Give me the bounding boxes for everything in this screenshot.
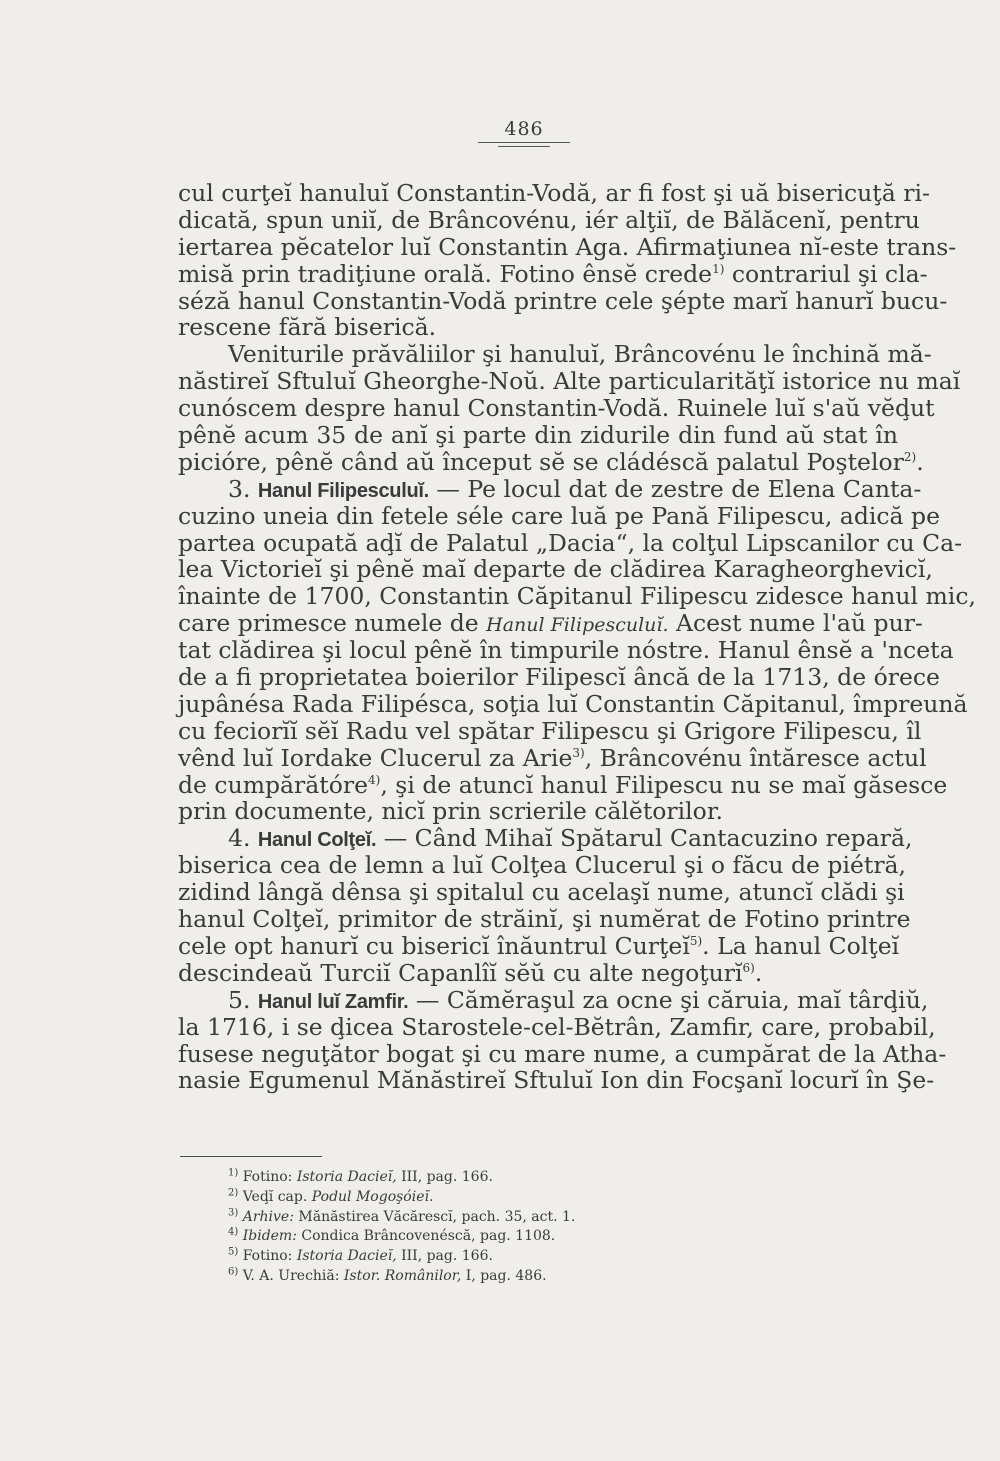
page-number-rule-short xyxy=(498,146,550,147)
footnote-number: 5) xyxy=(228,1246,239,1258)
text-line: fusese neguţător bogat şi cu mare nume, a cumpărat de la Atha- xyxy=(178,1039,947,1068)
text-line: jupânésa Rada Filipésca, soţia luĭ Constantin Căpitanul, împreună xyxy=(178,689,968,718)
text-line xyxy=(178,609,923,638)
footnote-title: Podul Mogoşóieĭ. xyxy=(311,1188,434,1205)
text-segment: — Cămĕraşul za ocne şi căruia, maĭ târḑiŭ, xyxy=(408,985,929,1014)
text-segment: contrariul şi cla- xyxy=(724,259,928,288)
section-heading: Hanul Filipesculuĭ. xyxy=(257,479,429,502)
text-segment: care primesce numele de xyxy=(178,609,487,638)
footnote-rule xyxy=(180,1156,322,1157)
footnote-text: Condica Brâncovenéscă, pag. 1108. xyxy=(296,1228,556,1245)
text-line: cul curţeĭ hanuluĭ Constantin-Vodă, ar fi fost şi uă bisericuţă ri- xyxy=(178,179,930,207)
body-text xyxy=(178,179,976,1095)
footnote-ref: 5) xyxy=(689,934,703,949)
footnote-text: Fotino: xyxy=(242,1248,297,1265)
text-segment: . La hanul Colţeĭ xyxy=(702,931,900,960)
footnote-number: 2) xyxy=(228,1187,239,1199)
text-segment: Acest nume l'aŭ pur- xyxy=(668,609,923,638)
footnote-number: 3) xyxy=(228,1206,239,1218)
text-line: năstireĭ Sftuluĭ Gheorghe-Noŭ. Alte particularităţĭ istorice nu maĭ xyxy=(178,367,961,396)
text-segment: descindeaŭ Turciĭ Capanlîĭ sĕŭ cu alte negoţurĭ xyxy=(178,958,743,987)
section-heading-line xyxy=(178,985,929,1014)
text-line: zidind lângă dênsa şi spitalul cu acelaşĭ nume, atuncĭ clădi şi xyxy=(178,878,905,907)
text-line: cu feciorĭĭ sĕĭ Radu vel spătar Filipescu şi Grigore Filipescu, îl xyxy=(178,716,922,745)
text-segment: de cumpărătóre xyxy=(178,770,369,799)
text-line: rescene fără biserică. xyxy=(178,313,437,342)
footnote-text: Fotino: xyxy=(242,1169,297,1185)
footnote-title: Istoria Dacieĭ, xyxy=(296,1248,397,1265)
text-line: iertarea pĕcatelor luĭ Constantin Aga. Afirmaţiunea nĭ-este trans- xyxy=(178,232,957,261)
section-heading-line xyxy=(178,474,922,503)
section-heading-line xyxy=(178,824,913,853)
text-line xyxy=(178,960,898,987)
footnote-title: Ibidem: xyxy=(242,1228,297,1245)
section-number: 4. xyxy=(228,824,251,853)
footnotes xyxy=(228,1168,648,1287)
text-line: prin documente, nicĭ prin scrierile călĕtorilor. xyxy=(178,797,723,826)
text-segment: — Pe locul dat de zestre de Elena Canta- xyxy=(428,474,922,503)
text-line: cuzino uneia din fetele séle care luă pe Pană Filipescu, adică pe xyxy=(178,501,940,530)
footnote-ref: 2) xyxy=(903,450,917,465)
footnote-number: 6) xyxy=(228,1266,239,1278)
text-segment: , Brâncovénu întăresce actul xyxy=(584,743,927,772)
text-segment: picióre, pênĕ când aŭ început sĕ se cládéscă palatul Poştelor xyxy=(178,447,904,476)
footnote xyxy=(228,1267,648,1287)
footnote-text: III, pag. 166. xyxy=(396,1169,493,1185)
text-line xyxy=(178,933,898,960)
footnote-title: Arhive: xyxy=(242,1208,294,1225)
footnote-text: Mănăstirea Văcărescĭ, pach. 35, act. 1. xyxy=(293,1208,576,1225)
italic-title: Hanul Filipesculuĭ. xyxy=(486,614,669,637)
footnote xyxy=(228,1208,648,1228)
text-segment: . xyxy=(916,447,924,476)
text-segment: — Când Mihaĭ Spătarul Cantacuzino repară, xyxy=(376,824,913,853)
text-segment: misă prin tradiţiune orală. Fotino ênsĕ crede xyxy=(178,259,713,288)
text-line: biserica cea de lemn a luĭ Colţea Clucerul şi o făcu de piétră, xyxy=(178,851,907,880)
footnote-text: V. A. Urechiă: xyxy=(242,1267,344,1284)
footnote-ref: 4) xyxy=(368,772,381,787)
footnote-number: 4) xyxy=(228,1226,239,1238)
footnote-ref: 1) xyxy=(712,261,725,276)
text-line: înainte de 1700, Constantin Căpitanul Filipescu zidesce hanul mic, xyxy=(178,582,976,611)
footnote-text: III, pag. 166. xyxy=(396,1248,493,1265)
text-line: de a fi proprietatea boierilor Filipescĭ âncă de la 1713, de órece xyxy=(178,663,940,692)
footnote-text: I, pag. 486. xyxy=(461,1267,547,1284)
text-line: pênĕ acum 35 de anĭ şi parte din zidurile din fund aŭ stat în xyxy=(178,421,898,450)
text-line: Veniturile prăvăliilor şi hanuluĭ, Brâncovénu le închină mă- xyxy=(228,340,932,369)
text-segment: cele opt hanurĭ cu bisericĭ înăuntrul Curţeĭ xyxy=(178,931,690,960)
section-heading: Hanul Colţeĭ. xyxy=(257,829,377,852)
footnote-ref: 6) xyxy=(742,961,755,975)
text-line xyxy=(178,743,927,772)
footnote-ref: 3) xyxy=(572,745,585,760)
text-line: dicată, spun uniĭ, de Brâncovénu, iér alţiĭ, de Bălăcenĭ, pentru xyxy=(178,205,920,234)
text-line xyxy=(178,447,924,476)
footnote xyxy=(228,1168,648,1188)
text-line xyxy=(178,259,928,288)
text-line: lea Victorieĭ şi pênĕ maĭ departe de clădirea Karagheorghevicĭ, xyxy=(178,555,933,584)
footnote xyxy=(228,1247,648,1267)
text-line: nasie Egumenul Mănăstireĭ Sftuluĭ Ion din Focşanĭ locurĭ în Şe- xyxy=(178,1066,935,1095)
text-line: la 1716, i se ḑicea Starostele-cel-Bĕtrân, Zamfir, care, probabil, xyxy=(178,1012,936,1041)
text-segment: , şi de atuncĭ hanul Filipescu nu se maĭ găsesce xyxy=(380,770,948,799)
text-line: cunóscem despre hanul Constantin-Vodă. Ruinele luĭ s'aŭ vĕḑut xyxy=(178,394,935,423)
footnote-text: Veḑĭ cap. xyxy=(242,1188,312,1205)
text-segment: . xyxy=(754,958,763,987)
section-number: 3. xyxy=(228,474,251,503)
text-segment: vênd luĭ Iordake Clucerul za Arie xyxy=(178,743,573,772)
section-number: 5. xyxy=(228,985,251,1014)
text-line: partea ocupată aḑĭ de Palatul „Dacia“, la colţul Lipscanilor cu Ca- xyxy=(178,528,963,557)
footnote xyxy=(228,1188,648,1208)
footnote-title: Istoria Dacieĭ, xyxy=(296,1169,397,1185)
section-heading: Hanul luĭ Zamfir. xyxy=(257,990,409,1013)
text-line: hanul Colţeĭ, primitor de străinĭ, şi numĕrat de Fotino printre xyxy=(178,905,911,934)
text-line xyxy=(178,770,948,799)
text-line: séză hanul Constantin-Vodă printre cele şépte marĭ hanurĭ bucu- xyxy=(178,286,948,315)
footnote-number: 1) xyxy=(228,1167,239,1179)
footnote-title: Istor. Românilor, xyxy=(343,1267,462,1284)
footnote xyxy=(228,1227,648,1247)
page-number-rule xyxy=(478,142,570,143)
text-line: tat clădirea şi locul pênĕ în timpurile nóstre. Hanul ênsĕ a 'nceta xyxy=(178,636,954,665)
page-number: 486 xyxy=(504,118,544,140)
